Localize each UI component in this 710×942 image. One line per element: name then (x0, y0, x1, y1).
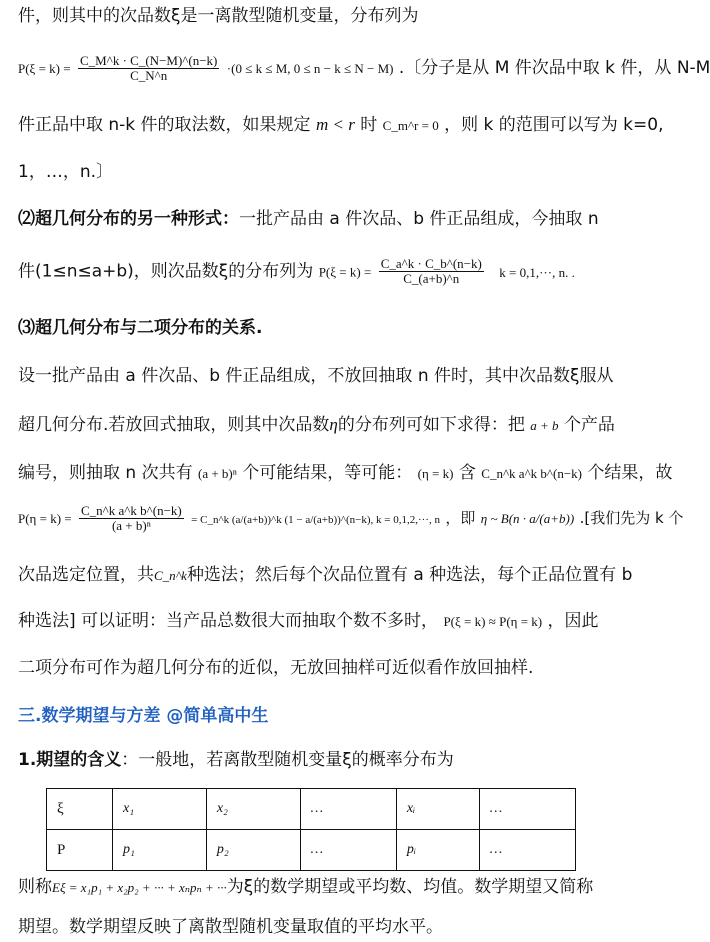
table-cell: … (300, 789, 396, 830)
formula-fraction (79, 504, 184, 533)
text-span: 则称 (18, 877, 52, 897)
distribution-table (46, 788, 576, 871)
table-cell: p₂ (206, 830, 300, 871)
math-inline: η (329, 415, 338, 434)
math-inline: m < r (315, 115, 355, 134)
math-inline: C_n^k a^k b^(n−k) (481, 466, 583, 481)
text-span: 编号，则抽取 n 次共有 (18, 463, 193, 483)
text-line (18, 113, 664, 138)
text-span: 种选法；然后每个次品位置有 a 种选法，每个正品位置有 b (186, 565, 633, 585)
section-title: 1.期望的含义 (18, 750, 122, 770)
table-cell: x₂ (206, 789, 300, 830)
text-line: 件，则其中的次品数ξ是一离散型随机变量，分布列为 (18, 6, 419, 26)
text-line (18, 748, 626, 772)
text-span: 超几何分布.若放回式抽取，则其中次品数 (18, 415, 330, 435)
text-span: ，即 (445, 509, 476, 527)
math-inline: Eξ = x₁p₁ + x₂p₂ + ··· + xₙpₙ + ··· (52, 880, 227, 895)
text-line (18, 875, 626, 900)
formula-lhs: P(η = k) = (18, 511, 72, 526)
formula-body: = C_n^k (a/(a+b))^k (1 − a/(a+b))^(n−k), k = 0,1,2,···, n (191, 514, 440, 526)
formula-numerator: C_n^k a^k b^(n−k) (81, 503, 182, 518)
hypergeometric-formula-line (18, 53, 710, 83)
text-span: 个结果，故 (587, 463, 673, 483)
table-row (47, 789, 576, 830)
formula-denominator: C_N^n (130, 68, 168, 83)
table-cell: pᵢ (396, 830, 479, 871)
table-cell: ξ (47, 789, 113, 830)
text-span: .〔分子是从 M 件次品中取 k 件，从 N-M (398, 58, 710, 78)
table-cell: P (47, 830, 113, 871)
section-title: ⑵超几何分布的另一种形式： (18, 209, 239, 229)
binomial-formula-line (18, 503, 684, 533)
table-cell: … (479, 789, 575, 830)
text-span: 个产品 (563, 415, 615, 435)
math-inline: η ~ B(n · a/(a+b)) (480, 511, 575, 526)
text-span: 次品选定位置，共 (18, 565, 154, 585)
table-cell: … (300, 830, 396, 871)
text-line (18, 461, 673, 486)
text-line: 二项分布可作为超几何分布的近似，无放回抽样可近似看作放回抽样. (18, 658, 534, 678)
section-title: ⑶超几何分布与二项分布的关系. (18, 318, 263, 338)
text-span: 含 (458, 463, 476, 483)
formula-tail: k = 0,1,···, n. . (499, 264, 575, 280)
text-span: ，则 k 的范围可以写为 k=0, (444, 115, 664, 135)
text-line (18, 563, 633, 588)
math-inline: C_n^k (154, 568, 187, 583)
formula-denominator: C_(a+b)^n (403, 271, 460, 286)
text-span: 的分布列可如下求得：把 (337, 415, 525, 435)
text-line (18, 609, 626, 634)
table-cell: p₁ (113, 830, 207, 871)
formula-numerator: C_M^k · C_(N−M)^(n−k) (80, 53, 218, 68)
text-span: 一批产品由 a 件次品、b 件正品组成，今抽取 n (239, 209, 599, 229)
formula-denominator: (a + b)ⁿ (111, 518, 151, 533)
math-inline: (a + b)ⁿ (198, 466, 237, 481)
text-line: 设一批产品由 a 件次品、b 件正品组成，不放回抽取 n 件时，其中次品数ξ服从 (18, 366, 614, 386)
text-span: 件(1≤n≤a+b)，则次品数ξ的分布列为 (18, 261, 314, 282)
text-line: 1，…，n.〕 (18, 162, 113, 182)
text-line: 期望。数学期望反映了离散型随机变量取值的平均水平。 (18, 917, 443, 937)
formula-fraction (78, 54, 219, 83)
text-span: ：一般地，若离散型随机变量ξ的概率分布为 (121, 750, 454, 770)
table-cell: xᵢ (396, 789, 479, 830)
text-span: 为ξ的数学期望或平均数、均值。数学期望又简称 (226, 877, 594, 897)
math-inline: (η = k) (417, 466, 454, 481)
text-line (18, 413, 626, 438)
math-inline: a + b (530, 418, 559, 433)
table-row (47, 830, 576, 871)
text-span: .[我们先为 k 个 (579, 509, 684, 527)
text-line (18, 257, 626, 286)
text-span: 件正品中取 n-k 件的取法数，如果规定 (18, 115, 311, 135)
formula-lhs: P(ξ = k) = (18, 61, 71, 76)
text-span: 个可能结果，等可能： (242, 463, 413, 483)
text-span: ，因此 (547, 611, 599, 631)
text-span: 时 (360, 115, 378, 135)
section-heading: 三.数学期望与方差 @简单高中生 (18, 706, 269, 726)
formula-condition: ·(0 ≤ k ≤ M, 0 ≤ n − k ≤ N − M) (226, 61, 394, 76)
math-inline: P(ξ = k) ≈ P(η = k) (443, 614, 543, 629)
text-span: 种选法] 可以证明：当产品总数很大而抽取个数不多时， (18, 611, 439, 631)
math-inline: C_m^r = 0 (382, 118, 439, 133)
formula-fraction (379, 257, 484, 286)
text-line (18, 207, 626, 231)
table-cell: x₁ (113, 789, 207, 830)
formula-numerator: C_a^k · C_b^(n−k) (380, 256, 482, 271)
formula-lhs: P(ξ = k) = (318, 264, 372, 280)
table-cell: … (479, 830, 575, 871)
